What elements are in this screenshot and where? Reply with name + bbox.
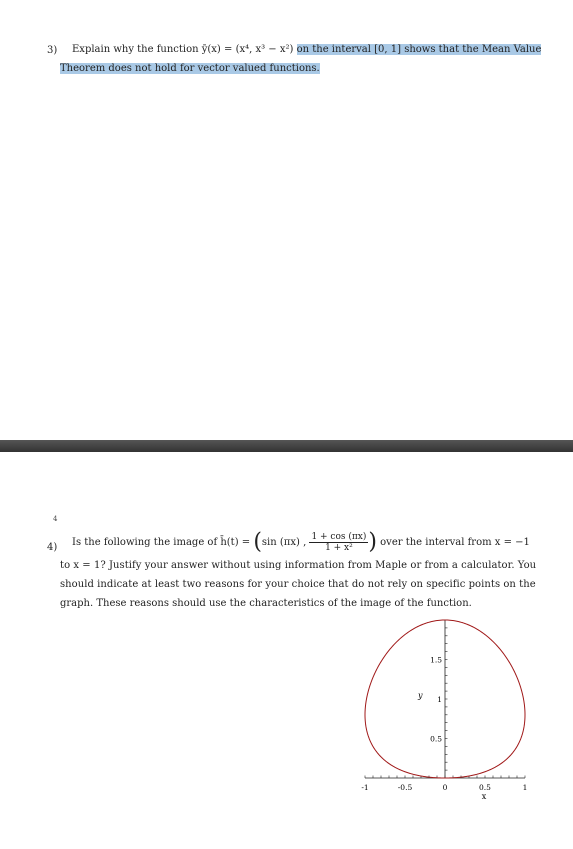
question-4-text-after: over the interval from x = −1: [376, 537, 530, 548]
parametric-plot: [355, 614, 540, 804]
x-tick-label: 0: [442, 783, 448, 792]
question-4-sin: sin (πx) ,: [261, 537, 307, 548]
y-tick-label: 1.5: [430, 655, 442, 665]
paren-close: ): [368, 529, 377, 555]
paren-open: (: [253, 529, 262, 555]
x-tick-label: 0.5: [479, 783, 491, 792]
y-axis-label: y: [418, 691, 423, 700]
x-ticks: [361, 783, 527, 792]
page-separator: [0, 440, 573, 452]
question-3-highlight-2[interactable]: Theorem does not hold for vector valued functions.: [60, 63, 320, 74]
y-tick-label: 1: [437, 695, 442, 704]
question-4-line-3: should indicate at least two reasons for your choice that do not rely on specific points on the: [60, 579, 536, 590]
question-4-text-before: Is the following the image of h̄(t) =: [72, 537, 254, 548]
fraction-denominator: 1 + x²: [325, 543, 353, 553]
y-tick-label: 0.5: [430, 734, 442, 744]
x-axis-label: x: [481, 792, 487, 801]
page-number: 4: [53, 515, 58, 523]
question-4-line-4: graph. These reasons should use the characteristics of the image of the function.: [60, 598, 472, 609]
question-4-line-2: to x = 1? Justify your answer without using information from Maple or from a calculator. You: [60, 560, 537, 571]
question-3-line-2[interactable]: [60, 59, 320, 78]
x-tick-label: 1: [522, 783, 528, 792]
plot-axes: [365, 620, 525, 778]
question-3-number: 3): [47, 45, 58, 56]
question-3-line-1[interactable]: [72, 40, 542, 59]
fraction-numerator: 1 + cos (πx): [311, 532, 367, 542]
question-4-fraction: [309, 532, 368, 553]
x-tick-label: -0.5: [397, 783, 413, 792]
question-3-highlight-1[interactable]: on the interval [0, 1] shows that the Mean Value: [296, 44, 542, 55]
y-ticks: [430, 656, 442, 744]
question-4-number: 4): [47, 542, 58, 553]
question-4-line-1: [72, 529, 530, 555]
question-3-text: Explain why the function ȳ(x) = (x⁴, x³ − x²): [72, 44, 297, 55]
x-tick-label: -1: [361, 783, 369, 792]
